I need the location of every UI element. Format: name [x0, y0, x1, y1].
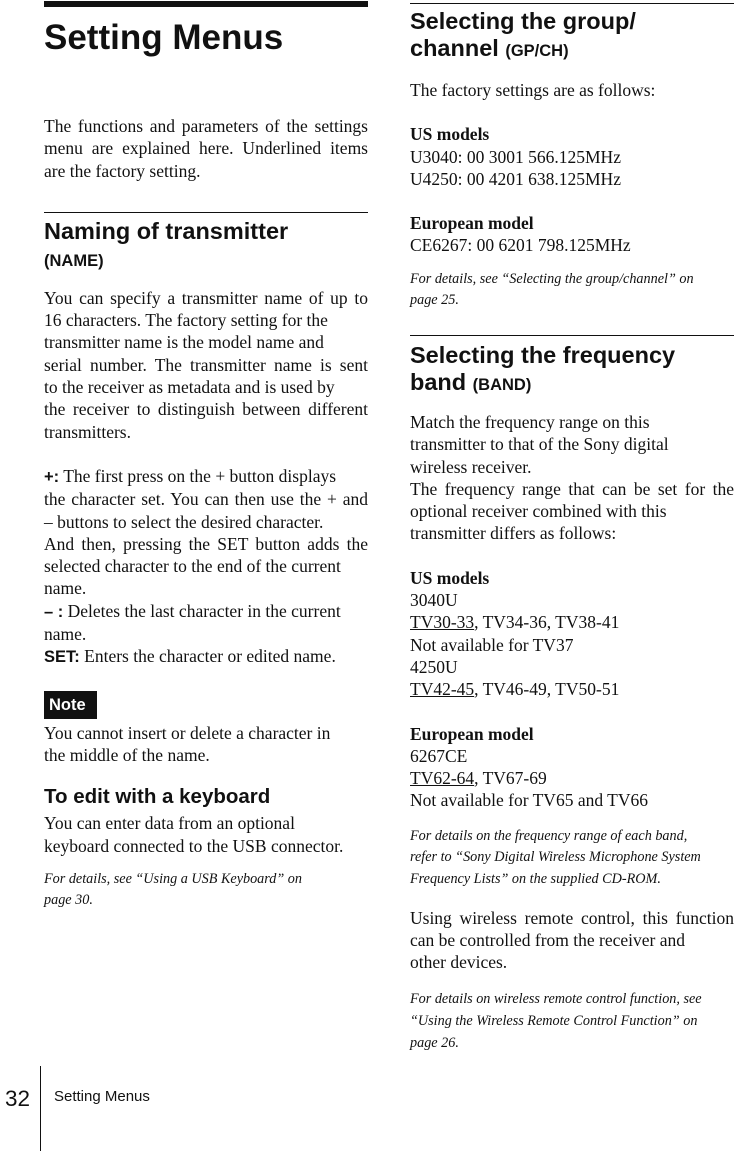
- keyboard-paragraph: [44, 812, 368, 857]
- european-model-heading: European model: [410, 723, 534, 744]
- text-line: The functions and parameters of the settings: [44, 116, 368, 136]
- heading-line: band: [410, 368, 473, 395]
- naming-heading: [44, 218, 368, 275]
- band-reference: [410, 826, 734, 891]
- text-line: name.: [44, 578, 87, 599]
- text-line: page 30.: [44, 892, 93, 909]
- set-description: [44, 645, 368, 668]
- text-line: U4250: 00 4201 638.125MHz: [410, 168, 621, 189]
- remote-control-reference: [410, 989, 734, 1054]
- group-channel-us: [410, 123, 734, 190]
- band-range-line: [410, 611, 734, 633]
- note-block: [44, 691, 368, 719]
- text-line: are the factory setting.: [44, 160, 201, 181]
- footer-section-label: Setting Menus: [54, 1088, 150, 1105]
- us-models-heading: US models: [410, 124, 490, 145]
- text-line: For details on wireless remote control function, see: [410, 991, 702, 1008]
- text-line: other devices.: [410, 952, 508, 973]
- text-line: serial number. The transmitter name is sent: [44, 354, 368, 375]
- section-rule: [410, 335, 734, 336]
- text-line: Using wireless remote control, this function: [410, 907, 734, 928]
- heading-line: Selecting the group/: [410, 8, 636, 34]
- text-line: name.: [44, 624, 87, 645]
- text-line: Not available for TV65 and TV66: [410, 790, 648, 811]
- band-eu-model: [410, 723, 734, 812]
- text-fragment: The first press on the + button displays: [59, 465, 337, 486]
- default-band: TV62-64: [410, 768, 475, 789]
- text-line: menu are explained here. Underlined items: [44, 138, 368, 159]
- text-fragment: , TV67-69: [474, 768, 547, 789]
- text-line: CE6267: 00 6201 798.125MHz: [410, 235, 631, 256]
- text-line: You can specify a transmitter name of up to: [44, 287, 368, 308]
- note-badge: Note: [44, 691, 97, 719]
- text-line: keyboard connected to the USB connector.: [44, 835, 344, 856]
- text-line: refer to “Sony Digital Wireless Microphone System: [410, 849, 701, 866]
- heading-line: channel: [410, 35, 506, 61]
- text-line: – buttons to select the desired character.: [44, 511, 324, 532]
- text-fragment: , TV46-49, TV50-51: [474, 679, 620, 700]
- text-line: Not available for TV37: [410, 634, 574, 655]
- default-band: TV42-45: [410, 679, 475, 700]
- minus-key: – :: [44, 602, 64, 621]
- text-line: The frequency range that can be set for the: [410, 478, 734, 499]
- text-line: optional receiver combined with this: [410, 501, 667, 522]
- text-line: For details on the frequency range of each band,: [410, 827, 688, 844]
- plus-key: +:: [44, 467, 60, 486]
- text-line: Frequency Lists” on the supplied CD-ROM.: [410, 870, 661, 887]
- text-line: You can enter data from an optional: [44, 813, 295, 834]
- band-range-line: [410, 678, 734, 700]
- text-fragment: Enters the character or edited name.: [79, 646, 336, 667]
- text-line: wireless receiver.: [410, 456, 532, 477]
- text-line: transmitter to that of the Sony digital: [410, 434, 669, 455]
- title-rule: [44, 1, 368, 7]
- text-line: can be controlled from the receiver and: [410, 929, 686, 950]
- text-line: For details, see “Selecting the group/channel” on: [410, 270, 694, 287]
- section-rule: [44, 212, 368, 213]
- text-line: “Using the Wireless Remote Control Function” on: [410, 1012, 698, 1029]
- us-models-heading: US models: [410, 567, 490, 588]
- keyboard-heading: To edit with a keyboard: [44, 785, 271, 809]
- model-name: 6267CE: [410, 745, 468, 766]
- text-line: page 25.: [410, 292, 459, 309]
- page-title: Setting Menus: [44, 18, 284, 57]
- text-line: Match the frequency range on this: [410, 411, 650, 432]
- heading-tag: (GP/CH): [505, 42, 569, 60]
- section-rule: [410, 3, 734, 4]
- band-range-line: [410, 767, 734, 789]
- band-paragraph: [410, 411, 734, 545]
- heading-tag: (NAME): [44, 251, 104, 270]
- text-line: the middle of the name.: [44, 744, 210, 765]
- text-line: You cannot insert or delete a character in: [44, 722, 331, 743]
- heading-line: Naming of transmitter: [44, 217, 289, 244]
- text-line: transmitter name is the model name and: [44, 332, 324, 353]
- left-column: [44, 0, 368, 912]
- text-line: And then, pressing the SET button adds the: [44, 533, 368, 554]
- set-key: SET:: [44, 648, 80, 667]
- text-fragment: , TV34-36, TV38-41: [474, 612, 620, 633]
- text-line: the character set. You can then use the + and: [44, 489, 368, 510]
- group-channel-eu: [410, 212, 734, 257]
- group-channel-heading: [410, 8, 734, 65]
- text-fragment: Deletes the last character in the current: [63, 600, 341, 621]
- button-descriptions: [44, 465, 368, 669]
- group-channel-paragraph: [410, 79, 734, 101]
- naming-paragraph: [44, 287, 368, 443]
- band-us-models: [410, 567, 734, 701]
- text-line: The factory settings are as follows:: [410, 80, 656, 100]
- european-model-heading: European model: [410, 213, 534, 234]
- intro-paragraph: [44, 115, 368, 182]
- text-line: 16 characters. The factory setting for the: [44, 310, 328, 331]
- page-number: 32: [4, 1086, 30, 1111]
- text-line: to the receiver as metadata and is used by: [44, 377, 335, 398]
- heading-tag: (BAND): [472, 375, 532, 394]
- heading-line: Selecting the frequency: [410, 341, 676, 368]
- band-heading: [410, 342, 734, 399]
- text-line: transmitter differs as follows:: [410, 523, 617, 544]
- plus-description: [44, 465, 368, 488]
- keyboard-reference: [44, 869, 368, 912]
- text-line: the receiver to distinguish between different: [44, 399, 368, 420]
- minus-description: [44, 600, 368, 623]
- default-band: TV30-33: [410, 612, 475, 633]
- remote-control-paragraph: [410, 907, 734, 974]
- text-line: page 26.: [410, 1034, 459, 1051]
- text-line: For details, see “Using a USB Keyboard” on: [44, 870, 302, 887]
- note-text: [44, 722, 368, 767]
- right-column: [410, 0, 734, 1054]
- group-channel-reference: [410, 269, 734, 312]
- text-line: transmitters.: [44, 421, 131, 442]
- model-name: 4250U: [410, 656, 458, 677]
- text-line: U3040: 00 3001 566.125MHz: [410, 146, 621, 167]
- footer-rule: [40, 1066, 41, 1151]
- model-name: 3040U: [410, 590, 458, 611]
- text-line: selected character to the end of the current: [44, 556, 341, 577]
